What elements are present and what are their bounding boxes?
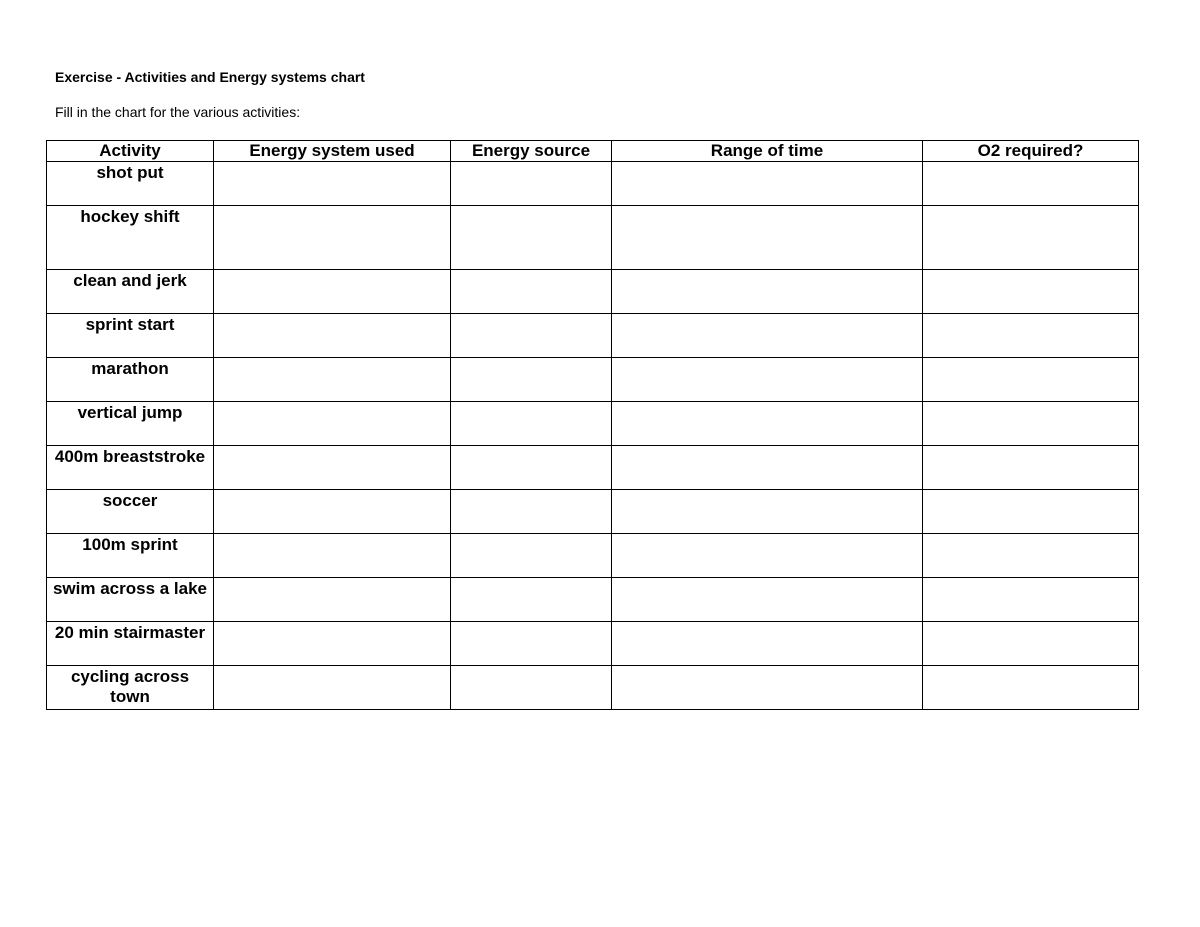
- activity-cell: soccer: [47, 490, 214, 534]
- o2-required-cell[interactable]: [923, 446, 1139, 490]
- table-row: [47, 490, 1139, 534]
- table-row: [47, 666, 1139, 710]
- range-of-time-cell[interactable]: [612, 314, 923, 358]
- energy-source-cell[interactable]: [451, 490, 612, 534]
- energy-system-cell[interactable]: [214, 162, 451, 206]
- activity-cell: sprint start: [47, 314, 214, 358]
- table-row: [47, 622, 1139, 666]
- activity-cell: 20 min stairmaster: [47, 622, 214, 666]
- activities-energy-table: [46, 140, 1139, 710]
- activity-cell: hockey shift: [47, 206, 214, 270]
- instructions-text: Fill in the chart for the various activities:: [55, 104, 301, 120]
- table-row: [47, 162, 1139, 206]
- range-of-time-cell[interactable]: [612, 206, 923, 270]
- table-header-row: [47, 141, 1139, 162]
- range-of-time-cell[interactable]: [612, 534, 923, 578]
- o2-required-cell[interactable]: [923, 402, 1139, 446]
- energy-source-cell[interactable]: [451, 314, 612, 358]
- energy-source-cell[interactable]: [451, 162, 612, 206]
- range-of-time-cell[interactable]: [612, 358, 923, 402]
- activity-cell: 100m sprint: [47, 534, 214, 578]
- o2-required-cell[interactable]: [923, 162, 1139, 206]
- energy-system-cell[interactable]: [214, 270, 451, 314]
- table-row: [47, 534, 1139, 578]
- activity-cell: swim across a lake: [47, 578, 214, 622]
- page-title: Exercise - Activities and Energy systems chart: [55, 69, 365, 85]
- energy-source-cell[interactable]: [451, 270, 612, 314]
- energy-system-cell[interactable]: [214, 446, 451, 490]
- o2-required-cell[interactable]: [923, 622, 1139, 666]
- table-row: [47, 578, 1139, 622]
- energy-source-cell[interactable]: [451, 578, 612, 622]
- energy-system-cell[interactable]: [214, 358, 451, 402]
- activity-cell: vertical jump: [47, 402, 214, 446]
- o2-required-cell[interactable]: [923, 534, 1139, 578]
- o2-required-cell[interactable]: [923, 270, 1139, 314]
- activity-cell: 400m breaststroke: [47, 446, 214, 490]
- activity-cell: cycling across town: [47, 666, 214, 710]
- header-activity: Activity: [47, 141, 214, 162]
- energy-system-cell[interactable]: [214, 206, 451, 270]
- energy-system-cell[interactable]: [214, 314, 451, 358]
- activity-cell: clean and jerk: [47, 270, 214, 314]
- energy-system-cell[interactable]: [214, 622, 451, 666]
- range-of-time-cell[interactable]: [612, 666, 923, 710]
- table-row: [47, 446, 1139, 490]
- header-range-of-time: Range of time: [612, 141, 923, 162]
- energy-source-cell[interactable]: [451, 206, 612, 270]
- range-of-time-cell[interactable]: [612, 162, 923, 206]
- table-row: [47, 270, 1139, 314]
- o2-required-cell[interactable]: [923, 666, 1139, 710]
- activity-cell: shot put: [47, 162, 214, 206]
- header-o2-required: O2 required?: [923, 141, 1139, 162]
- energy-source-cell[interactable]: [451, 446, 612, 490]
- range-of-time-cell[interactable]: [612, 490, 923, 534]
- range-of-time-cell[interactable]: [612, 446, 923, 490]
- energy-system-cell[interactable]: [214, 666, 451, 710]
- energy-system-cell[interactable]: [214, 578, 451, 622]
- o2-required-cell[interactable]: [923, 490, 1139, 534]
- range-of-time-cell[interactable]: [612, 402, 923, 446]
- energy-system-cell[interactable]: [214, 534, 451, 578]
- energy-source-cell[interactable]: [451, 622, 612, 666]
- o2-required-cell[interactable]: [923, 578, 1139, 622]
- activity-cell: marathon: [47, 358, 214, 402]
- o2-required-cell[interactable]: [923, 314, 1139, 358]
- header-energy-source: Energy source: [451, 141, 612, 162]
- table-row: [47, 358, 1139, 402]
- energy-source-cell[interactable]: [451, 534, 612, 578]
- o2-required-cell[interactable]: [923, 206, 1139, 270]
- table-row: [47, 314, 1139, 358]
- energy-system-cell[interactable]: [214, 402, 451, 446]
- table-row: [47, 402, 1139, 446]
- header-energy-system: Energy system used: [214, 141, 451, 162]
- range-of-time-cell[interactable]: [612, 578, 923, 622]
- range-of-time-cell[interactable]: [612, 270, 923, 314]
- energy-system-cell[interactable]: [214, 490, 451, 534]
- energy-source-cell[interactable]: [451, 666, 612, 710]
- energy-source-cell[interactable]: [451, 358, 612, 402]
- range-of-time-cell[interactable]: [612, 622, 923, 666]
- table-row: [47, 206, 1139, 270]
- o2-required-cell[interactable]: [923, 358, 1139, 402]
- energy-source-cell[interactable]: [451, 402, 612, 446]
